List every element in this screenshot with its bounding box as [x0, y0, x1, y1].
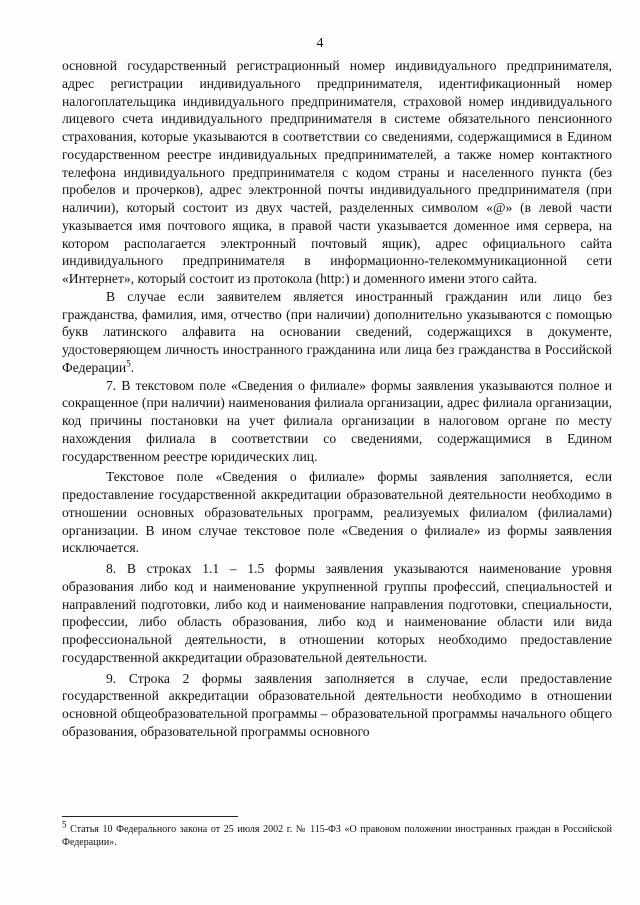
- paragraph-2-text: В случае если заявителем является иностранный гражданин или лицо без гражданства, фамилия, имя, отчество (при наличии) дополнительно указываются с помощью букв латинского алфавита на основании сведений, содержащихся в документе, удостоверяющем личность иностранного гражданина или лица без гражданства в Российской Федерации: [62, 288, 612, 375]
- footnote-text: Статья 10 Федерального закона от 25 июля 2002 г. № 115-ФЗ «О правовом положении иностранных граждан в Российской Федерации».: [62, 824, 612, 848]
- page-number: 4: [316, 36, 324, 51]
- footnote-reference[interactable]: 5: [126, 358, 131, 369]
- paragraph-6: 9. Строка 2 формы заявления заполняется в случае, если предоставление государственной аккредитации образовательной деятельности необходимо в отношении основной общеобразовательной программы – образовательной программы начального общего образования, образовательной программы основного: [62, 670, 612, 739]
- paragraph-2: В случае если заявителем является иностранный гражданин или лицо без гражданства, фамилия, имя, отчество (при наличии) дополнительно указываются с помощью букв латинского алфавита на основании сведений, содержащихся в документе, удостоверяющем личность иностранного гражданина или лица без гражданства в Российской Федерации$^5$.: [62, 288, 612, 375]
- document-body: [62, 57, 612, 741]
- footnote: [62, 819, 612, 849]
- paragraph-5: 8. В строках 1.1 – 1.5 формы заявления указываются наименование уровня образования либо код и наименование укрупненной группы профессий, специальностей и направлений подготовки, либо код и наименование направления подготовки, специальности, профессии, либо область образования, либо код и наименование области или вида профессиональной деятельности, в отношении которых необходимо предоставление государственной аккредитации образовательной деятельности.: [62, 561, 612, 665]
- paragraph-4: Текстовое поле «Сведения о филиале» формы заявления заполняется, если предоставление государственной аккредитации образовательной деятельности необходимо в отношении основных образовательных программ, реализуемых филиалом (филиалами) организации. В ином случае текстовое поле «Сведения о филиале» из формы заявления исключается.: [62, 469, 612, 556]
- paragraph-1: основной государственный регистрационный номер индивидуального предпринимателя, адрес регистрации индивидуального предпринимателя, идентификационный номер налогоплательщика индивидуального предпринимателя, страховой номер индивидуального лицевого счета индивидуального предпринимателя в системе обязательного пенсионного страхования, которые указываются в соответствии со сведениями, содержащимися в Едином государственном реестре индивидуальных предпринимателей, а также номер контактного телефона индивидуального предпринимателя с кодом страны и населенного пункта (без пробелов и прочерков), адрес электронной почты индивидуального предпринимателя (при наличии), который состоит из двух частей, разделенных символом «@» (в левой части указывается имя почтового ящика, в правой части указывается доменное имя сервера, на котором располагается электронный почтовый ящик), адрес официального сайта индивидуального предпринимателя в информационно-телекоммуникационной сети «Интернет», который состоит из протокола (http:) и доменного имени этого сайта.: [62, 58, 612, 286]
- footnote-marker: 5: [62, 819, 67, 830]
- paragraph-3: 7. В текстовом поле «Сведения о филиале» формы заявления указываются полное и сокращенное (при наличии) наименования филиала организации, адрес филиала организации, код причины постановки на учет филиала организации в налоговом органе по месту нахождения филиала в соответствии со сведениями, содержащимися в Едином государственном реестре юридических лиц.: [62, 377, 612, 464]
- footnote-divider: [62, 816, 238, 817]
